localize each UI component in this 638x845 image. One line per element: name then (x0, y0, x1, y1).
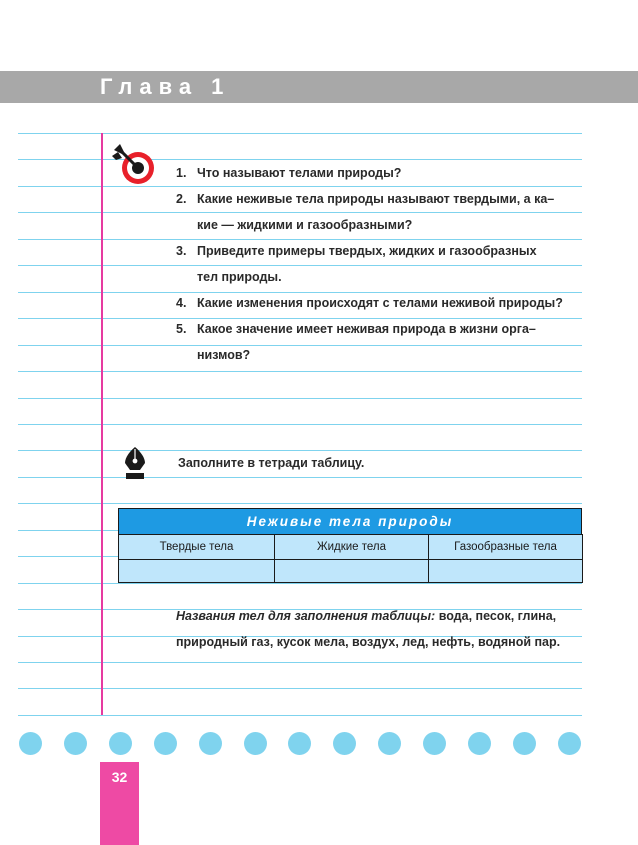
question-line (176, 264, 586, 290)
column-header-gaseous: Газообразные тела (429, 535, 583, 560)
chapter-title: Глава 1 (100, 74, 231, 99)
question-line (176, 342, 586, 368)
decorative-dot (64, 732, 87, 755)
decorative-dot (378, 732, 401, 755)
question-number: 3. (176, 244, 187, 258)
task-instruction: Заполните в тетради таблицу. (178, 456, 365, 470)
pen-nib-icon (119, 446, 151, 480)
question-line (176, 238, 586, 264)
question-text: Приведите примеры твердых, жидких и газообразных (197, 244, 537, 258)
decorative-dot (154, 732, 177, 755)
rule-line (18, 715, 582, 716)
question-text: Какие изменения происходят с телами неживой природы? (197, 296, 563, 310)
question-line (176, 316, 586, 342)
decorative-dot (513, 732, 536, 755)
table-cell (429, 560, 583, 583)
decorative-dot (19, 732, 42, 755)
question-number: 2. (176, 192, 187, 206)
question-text: тел природы. (197, 270, 282, 284)
table-row (119, 560, 583, 583)
decorative-dots (0, 732, 638, 756)
question-text: Какие неживые тела природы называют твердыми, а ка– (197, 192, 555, 206)
question-line (176, 186, 586, 212)
question-number: 5. (176, 322, 187, 336)
question-text: Какое значение имеет неживая природа в жизни орга– (197, 322, 536, 336)
decorative-dot (288, 732, 311, 755)
table-title: Неживые тела природы (118, 508, 582, 534)
question-text: низмов? (197, 348, 251, 362)
decorative-dot (333, 732, 356, 755)
margin-line (101, 133, 103, 715)
question-text: кие — жидкими и газообразными? (197, 218, 413, 232)
decorative-dot (199, 732, 222, 755)
names-line-2: природный газ, кусок мела, воздух, лед, нефть, водяной пар. (176, 635, 561, 649)
names-line-1 (176, 603, 586, 629)
question-number: 4. (176, 296, 187, 310)
names-label: Названия тел для заполнения таблицы: (176, 609, 436, 623)
question-line (176, 212, 586, 238)
table-cell (275, 560, 429, 583)
question-number: 1. (176, 166, 187, 180)
questions-list (176, 160, 586, 368)
inanimate-bodies-table (118, 508, 582, 583)
names-list-start: вода, песок, глина, (435, 609, 557, 623)
chapter-bar (0, 71, 638, 103)
question-line (176, 290, 586, 316)
column-header-solid: Твердые тела (119, 535, 275, 560)
question-line (176, 160, 586, 186)
page-number: 32 (111, 769, 128, 785)
column-header-liquid: Жидкие тела (275, 535, 429, 560)
decorative-dot (558, 732, 581, 755)
decorative-dot (244, 732, 267, 755)
target-icon (112, 142, 156, 186)
decorative-dot (109, 732, 132, 755)
names-paragraph (176, 603, 586, 655)
table-cell (119, 560, 275, 583)
decorative-dot (468, 732, 491, 755)
question-text: Что называют телами природы? (197, 166, 402, 180)
decorative-dot (423, 732, 446, 755)
